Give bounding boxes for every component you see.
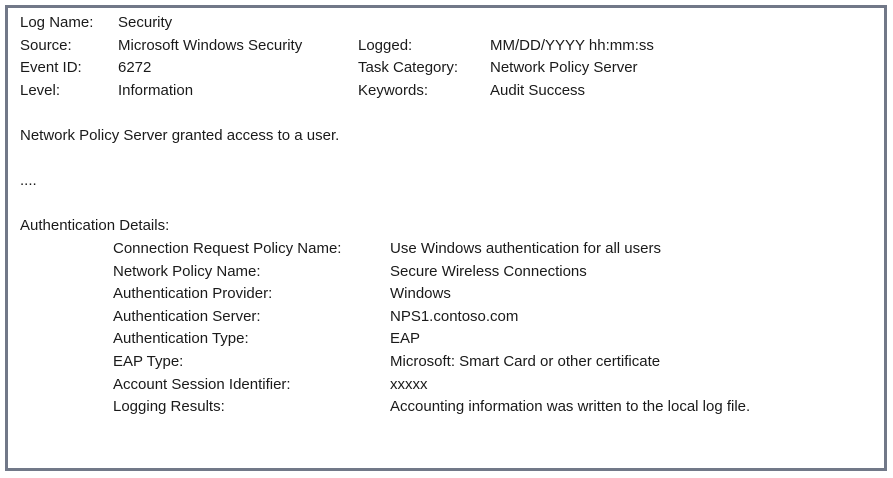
blank-line xyxy=(20,148,870,171)
event-log-document xyxy=(5,5,887,471)
header-empty-cell xyxy=(358,12,490,35)
event-message: Network Policy Server granted access to a user. xyxy=(20,126,340,144)
log-name-label: Log Name: xyxy=(20,14,94,31)
log-name-value: Security xyxy=(118,14,173,31)
authentication-details-heading: Authentication Details: xyxy=(20,217,170,235)
detail-value: NPS1.contoso.com xyxy=(390,307,519,325)
detail-value: Windows xyxy=(390,285,451,303)
level-value: Information xyxy=(118,81,194,99)
detail-value: Use Windows authentication for all users xyxy=(390,239,661,257)
level-label: Level: xyxy=(20,81,61,99)
detail-label: Authentication Server: xyxy=(113,307,261,325)
header-empty-cell xyxy=(490,12,870,35)
keywords-label: Keywords: xyxy=(358,81,429,99)
detail-label: EAP Type: xyxy=(113,352,184,370)
detail-label: Connection Request Policy Name: xyxy=(113,239,342,257)
blank-line xyxy=(20,193,870,216)
task-category-value: Network Policy Server xyxy=(490,59,638,77)
detail-value: Microsoft: Smart Card or other certificate xyxy=(390,352,661,370)
detail-label: Logging Results: xyxy=(113,398,225,416)
detail-label: Authentication Provider: xyxy=(113,285,273,303)
authentication-details-list xyxy=(113,238,870,419)
event-id-value: 6272 xyxy=(118,59,152,77)
keywords-value: Audit Success xyxy=(490,81,586,99)
source-value: Microsoft Windows Security xyxy=(118,36,303,54)
detail-label: Account Session Identifier: xyxy=(113,375,291,393)
detail-value: EAP xyxy=(390,330,421,348)
logged-value: MM/DD/YYYY hh:mm:ss xyxy=(490,36,654,54)
source-label: Source: xyxy=(20,36,72,54)
detail-value: Secure Wireless Connections xyxy=(390,262,587,280)
detail-label: Authentication Type: xyxy=(113,330,249,348)
detail-value: xxxxx xyxy=(390,375,428,393)
ellipsis-line: .... xyxy=(20,172,37,190)
event-id-label: Event ID: xyxy=(20,59,82,77)
event-header xyxy=(20,12,870,102)
task-category-label: Task Category: xyxy=(358,59,459,77)
detail-value: Accounting information was written to the local log file. xyxy=(390,398,751,416)
blank-line xyxy=(20,102,870,125)
detail-label: Network Policy Name: xyxy=(113,262,261,280)
logged-label: Logged: xyxy=(358,36,413,54)
